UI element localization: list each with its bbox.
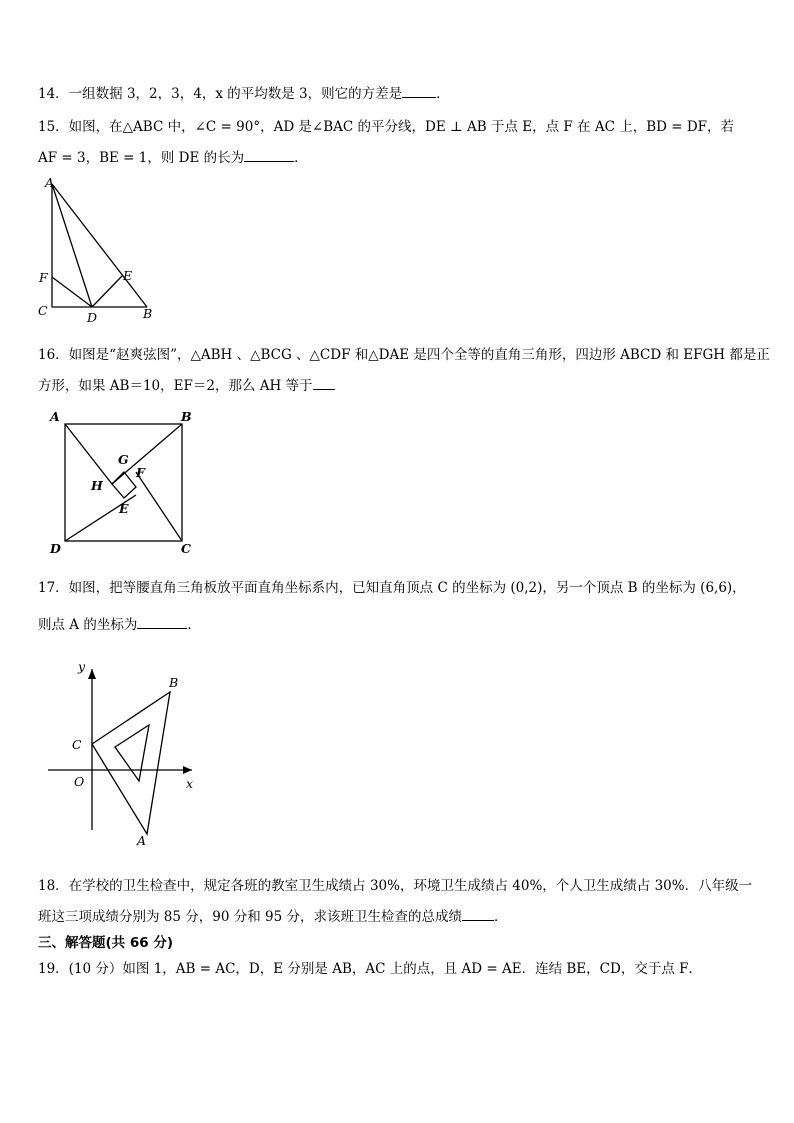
question-18-line2 <box>38 905 508 925</box>
segment-ah <box>65 424 112 484</box>
label-F: F <box>39 270 48 285</box>
label-y: y <box>78 659 86 674</box>
answer-blank <box>313 377 335 390</box>
segment-de <box>92 276 122 307</box>
question-14-text: 14．一组数据 3，2，3，4，x 的平均数是 3，则它的方差是 <box>38 86 403 102</box>
answer-blank <box>402 85 436 98</box>
label-A: A <box>50 409 60 424</box>
segment-ab <box>52 184 147 307</box>
question-18-line1: 18．在学校的卫生检查中，规定各班的教室卫生成绩占 30%，环境卫生成绩占 40%，个人卫生成绩占 30%．八年级一 <box>38 878 753 894</box>
triangle-cba <box>92 692 170 834</box>
question-17-line2-text: 则点 A 的坐标为 <box>38 617 138 633</box>
x-axis-arrow <box>183 766 192 774</box>
question-15-line2-text: AF = 3，BE = 1，则 DE 的长为 <box>38 150 245 166</box>
question-18-tail: ． <box>494 909 508 925</box>
square-abcd <box>65 424 182 541</box>
q17-coordinate-figure <box>40 655 210 850</box>
label-F: F <box>136 465 145 480</box>
square-efgh <box>112 472 136 498</box>
question-15-line2 <box>38 146 308 166</box>
label-B: B <box>181 409 192 424</box>
segment-fd <box>52 277 92 307</box>
question-17-line2 <box>38 613 201 633</box>
question-18-line2-text: 班这三项成绩分别为 85 分，90 分和 95 分，求该班卫生检查的总成绩 <box>38 909 462 925</box>
label-B: B <box>169 675 179 690</box>
question-16-line2-text: 方形，如果 AB＝10，EF＝2，那么 AH 等于 <box>38 378 313 394</box>
label-C: C <box>38 303 48 318</box>
question-14 <box>38 82 450 102</box>
question-19: 19．(10 分）如图 1，AB = AC，D，E 分别是 AB，AC 上的点，且 AD = AE．连结 BE，CD，交于点 F． <box>38 961 702 977</box>
answer-blank <box>244 149 294 162</box>
q16-zhaoshuang-figure <box>40 402 210 562</box>
label-G: G <box>118 452 129 467</box>
question-16-line1: 16．如图是“赵爽弦图”，△ABH 、△BCG 、△CDF 和△DAE 是四个全等的直角三角形，四边形 ABCD 和 EFGH 都是正 <box>38 347 770 363</box>
inner-triangle <box>115 725 149 781</box>
question-17-tail: ． <box>187 617 201 633</box>
section-heading: 三、解答题(共 66 分) <box>38 935 174 951</box>
label-C: C <box>72 737 82 752</box>
label-E: E <box>123 268 133 283</box>
answer-blank <box>137 616 187 629</box>
label-H: H <box>91 478 103 493</box>
label-C: C <box>181 541 191 556</box>
label-A: A <box>45 175 55 190</box>
segment-ad <box>52 184 92 307</box>
label-D: D <box>50 541 61 556</box>
label-O: O <box>74 774 85 789</box>
question-15-line1: 15．如图，在△ABC 中，∠C = 90°，AD 是∠BAC 的平分线，DE ⊥ AB 于点 E，点 F 在 AC 上，BD = DF，若 <box>38 119 735 135</box>
y-axis-arrow <box>88 669 96 679</box>
segment-fc <box>136 472 182 541</box>
label-x: x <box>186 776 194 791</box>
label-A: A <box>137 833 147 848</box>
answer-blank <box>462 908 494 921</box>
label-E: E <box>119 501 129 516</box>
q15-triangle-figure <box>30 172 170 327</box>
question-17-line1: 17．如图，把等腰直角三角板放平面直角坐标系内，已知直角顶点 C 的坐标为 (0,2)，另一个顶点 B 的坐标为 (6,6)， <box>38 580 746 596</box>
label-B: B <box>143 306 153 321</box>
question-14-tail: ． <box>436 86 450 102</box>
question-15-tail: ． <box>294 150 308 166</box>
label-D: D <box>87 310 98 325</box>
question-16-line2 <box>38 374 335 394</box>
